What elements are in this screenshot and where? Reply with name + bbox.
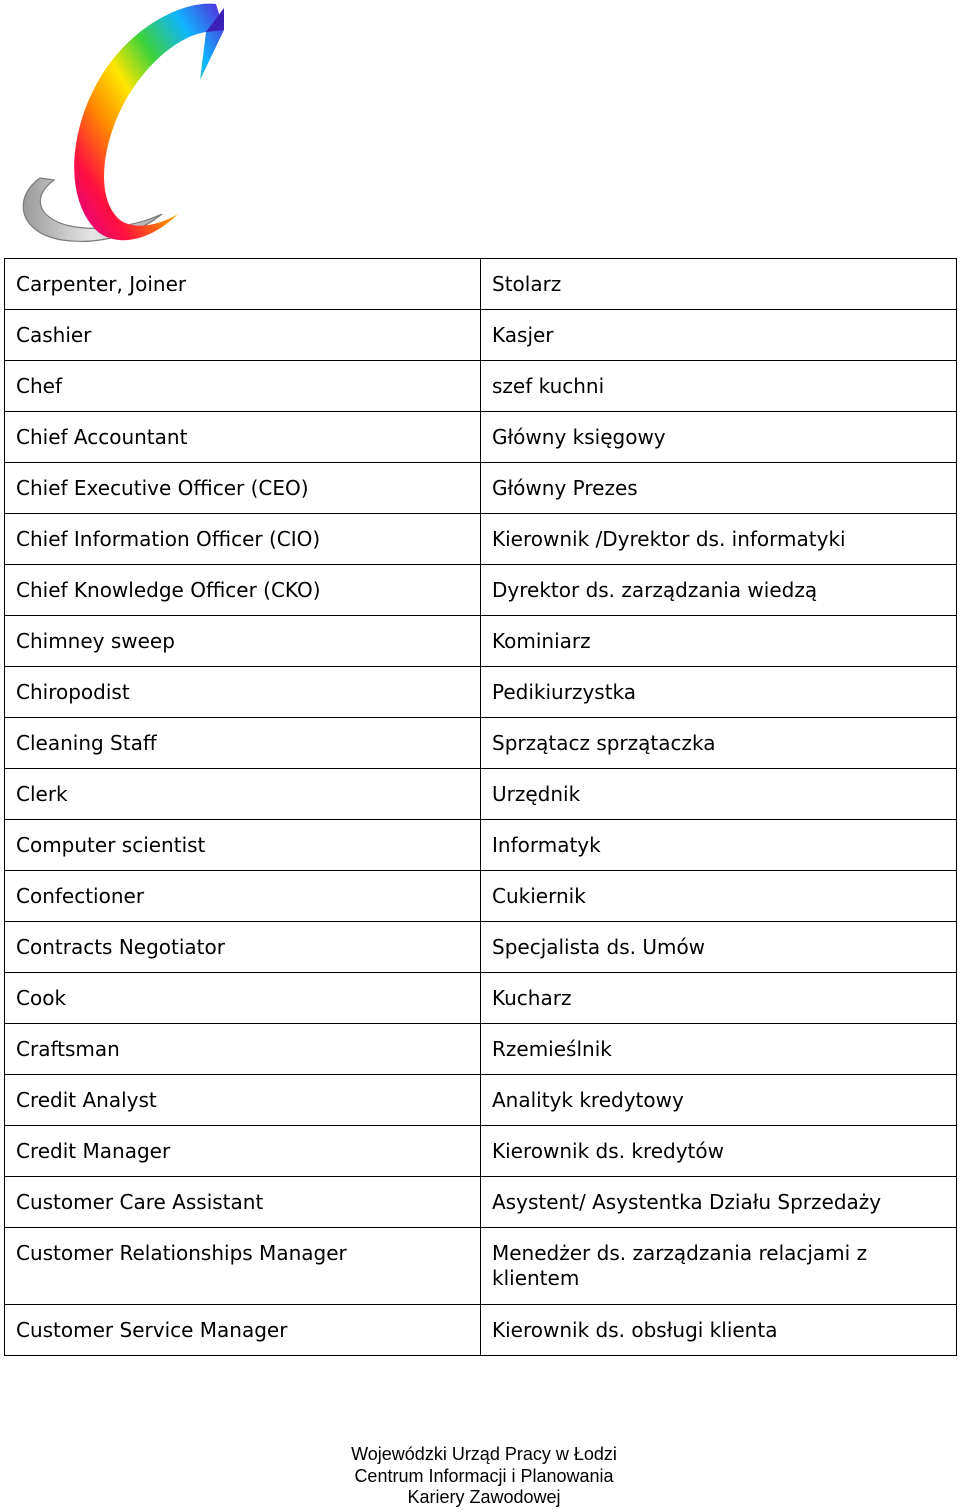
- english-term: Credit Manager: [5, 1126, 481, 1177]
- table-row: [5, 616, 957, 667]
- table-row: [5, 1075, 957, 1126]
- footer-line-3: Kariery Zawodowej: [407, 1487, 561, 1507]
- polish-term: Specjalista ds. Umów: [481, 922, 957, 973]
- table-row: [5, 361, 957, 412]
- footer: [0, 1444, 960, 1509]
- table-row: [5, 565, 957, 616]
- table-row: [5, 1126, 957, 1177]
- table-row: [5, 922, 957, 973]
- english-term: Customer Care Assistant: [5, 1177, 481, 1228]
- english-term: Cleaning Staff: [5, 718, 481, 769]
- english-term: Computer scientist: [5, 820, 481, 871]
- table-row: [5, 718, 957, 769]
- polish-term: Menedżer ds. zarządzania relacjami z klientem: [481, 1228, 957, 1305]
- footer-line-1: Wojewódzki Urząd Pracy w Łodzi: [351, 1444, 617, 1464]
- table-row: [5, 514, 957, 565]
- table-row: [5, 871, 957, 922]
- english-term: Customer Relationships Manager: [5, 1228, 481, 1305]
- table-row: [5, 1228, 957, 1305]
- polish-term: Cukiernik: [481, 871, 957, 922]
- english-term: Carpenter, Joiner: [5, 259, 481, 310]
- polish-term: Kasjer: [481, 310, 957, 361]
- polish-term: Sprzątacz sprzątaczka: [481, 718, 957, 769]
- polish-term: Asystent/ Asystentka Działu Sprzedaży: [481, 1177, 957, 1228]
- table-row: [5, 667, 957, 718]
- english-term: Cook: [5, 973, 481, 1024]
- polish-term: Główny księgowy: [481, 412, 957, 463]
- polish-term: Dyrektor ds. zarządzania wiedzą: [481, 565, 957, 616]
- polish-term: Kucharz: [481, 973, 957, 1024]
- footer-line-2: Centrum Informacji i Planowania: [354, 1465, 614, 1486]
- english-term: Chief Information Officer (CIO): [5, 514, 481, 565]
- english-term: Craftsman: [5, 1024, 481, 1075]
- table-row: [5, 412, 957, 463]
- english-term: Customer Service Manager: [5, 1305, 481, 1356]
- polish-term: Rzemieślnik: [481, 1024, 957, 1075]
- english-term: Clerk: [5, 769, 481, 820]
- polish-term: Pedikiurzystka: [481, 667, 957, 718]
- english-term: Confectioner: [5, 871, 481, 922]
- polish-term: Kierownik /Dyrektor ds. informatyki: [481, 514, 957, 565]
- english-term: Chief Accountant: [5, 412, 481, 463]
- table-row: [5, 769, 957, 820]
- table-row: [5, 463, 957, 514]
- english-term: Chef: [5, 361, 481, 412]
- table-row: [5, 310, 957, 361]
- polish-term: Główny Prezes: [481, 463, 957, 514]
- english-term: Chimney sweep: [5, 616, 481, 667]
- polish-term: szef kuchni: [481, 361, 957, 412]
- rainbow-c-logo: [10, 0, 225, 250]
- polish-term: Kominiarz: [481, 616, 957, 667]
- english-term: Chief Knowledge Officer (CKO): [5, 565, 481, 616]
- table-row: [5, 1305, 957, 1356]
- table-row: [5, 973, 957, 1024]
- english-term: Chief Executive Officer (CEO): [5, 463, 481, 514]
- vocabulary-table: [4, 258, 957, 1356]
- english-term: Credit Analyst: [5, 1075, 481, 1126]
- table-row: [5, 1024, 957, 1075]
- polish-term: Analityk kredytowy: [481, 1075, 957, 1126]
- english-term: Cashier: [5, 310, 481, 361]
- polish-term: Stolarz: [481, 259, 957, 310]
- polish-term: Informatyk: [481, 820, 957, 871]
- polish-term: Urzędnik: [481, 769, 957, 820]
- english-term: Chiropodist: [5, 667, 481, 718]
- table-row: [5, 820, 957, 871]
- polish-term: Kierownik ds. kredytów: [481, 1126, 957, 1177]
- table-row: [5, 259, 957, 310]
- table-row: [5, 1177, 957, 1228]
- english-term: Contracts Negotiator: [5, 922, 481, 973]
- polish-term: Kierownik ds. obsługi klienta: [481, 1305, 957, 1356]
